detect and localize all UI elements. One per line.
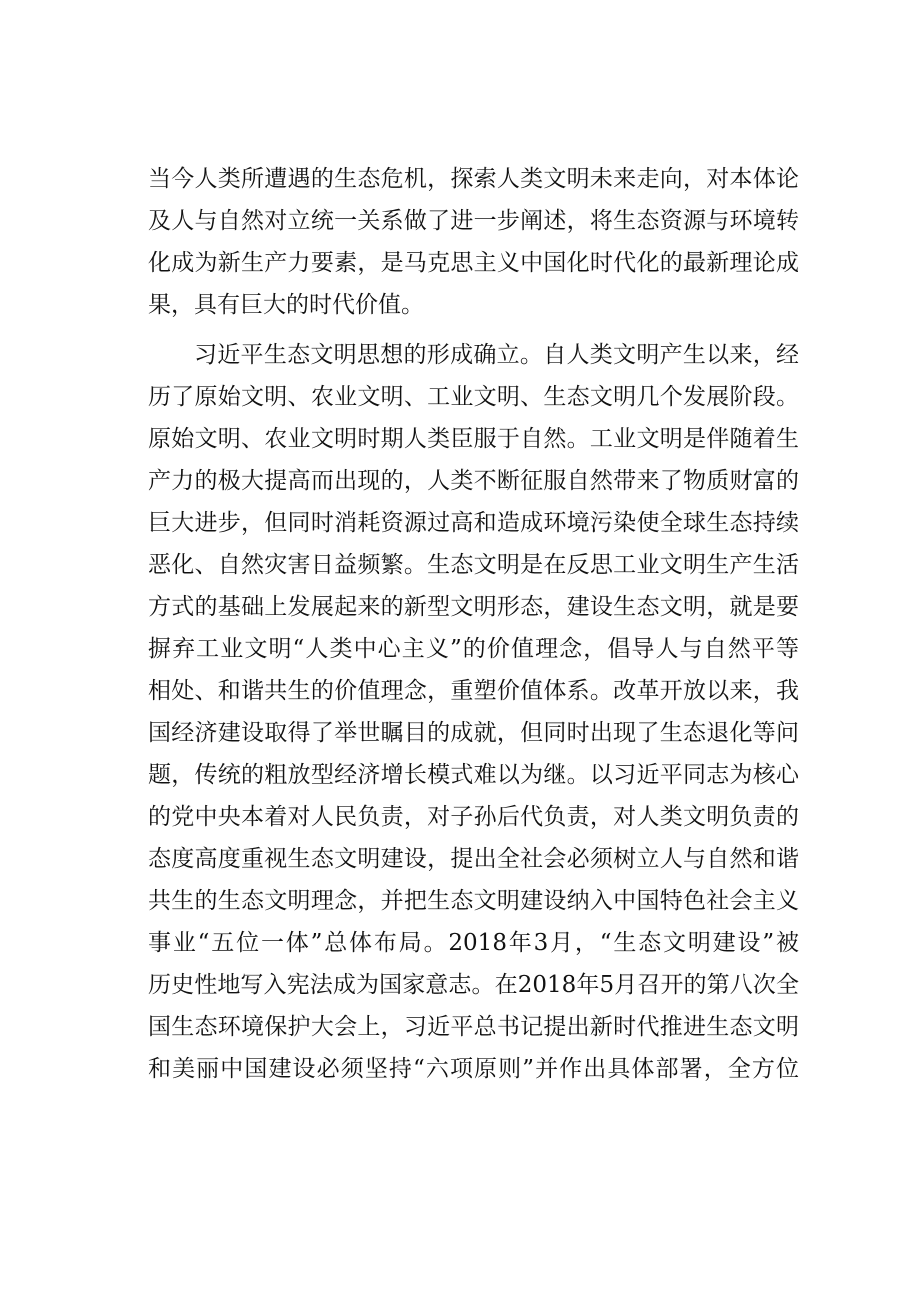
text-line: 化成为新生产力要素，是马克思主义中国化时代化的最新理论成 [148, 250, 799, 276]
text-line: 国经济建设取得了举世瞩目的成就，但同时出现了生态退化等问 [148, 720, 799, 746]
text-line: 巨大进步，但同时消耗资源过高和造成环境污染使全球生态持续 [148, 510, 799, 536]
text-line: 历史性地写入宪法成为国家意志。在2018年5月召开的第八次全 [148, 972, 799, 998]
text-line: 恶化、自然灾害日益频繁。生态文明是在反思工业文明生产生活 [148, 552, 799, 578]
text-line: 摒弃工业文明“人类中心主义”的价值理念，倡导人与自然平等 [148, 636, 799, 662]
text-line: 相处、和谐共生的价值理念，重塑价值体系。改革开放以来，我 [148, 678, 799, 704]
text-line: 的党中央本着对人民负责，对子孙后代负责，对人类文明负责的 [148, 804, 799, 830]
text-line: 方式的基础上发展起来的新型文明形态，建设生态文明，就是要 [148, 594, 799, 620]
text-line: 态度高度重视生态文明建设，提出全社会必须树立人与自然和谐 [148, 846, 799, 872]
text-line: 历了原始文明、农业文明、工业文明、生态文明几个发展阶段。 [148, 384, 799, 410]
text-line: 国生态环境保护大会上，习近平总书记提出新时代推进生态文明 [148, 1014, 799, 1040]
text-line: 果，具有巨大的时代价值。 [148, 292, 424, 318]
paragraph-heading-line: 习近平生态文明思想的形成确立。自人类文明产生以来，经 [194, 342, 799, 368]
text-line: 当今人类所遭遇的生态危机，探索人类文明未来走向，对本体论 [148, 166, 799, 192]
text-line: 事业“五位一体”总体布局。2018年3月，“生态文明建设”被 [148, 930, 799, 956]
text-line: 产力的极大提高而出现的，人类不断征服自然带来了物质财富的 [148, 468, 799, 494]
text-line: 和美丽中国建设必须坚持“六项原则”并作出具体部署，全方位 [148, 1056, 799, 1082]
text-line: 原始文明、农业文明时期人类臣服于自然。工业文明是伴随着生 [148, 426, 799, 452]
text-line: 及人与自然对立统一关系做了进一步阐述，将生态资源与环境转 [148, 208, 799, 234]
text-line: 题，传统的粗放型经济增长模式难以为继。以习近平同志为核心 [148, 762, 799, 788]
text-line: 共生的生态文明理念，并把生态文明建设纳入中国特色社会主义 [148, 888, 799, 914]
